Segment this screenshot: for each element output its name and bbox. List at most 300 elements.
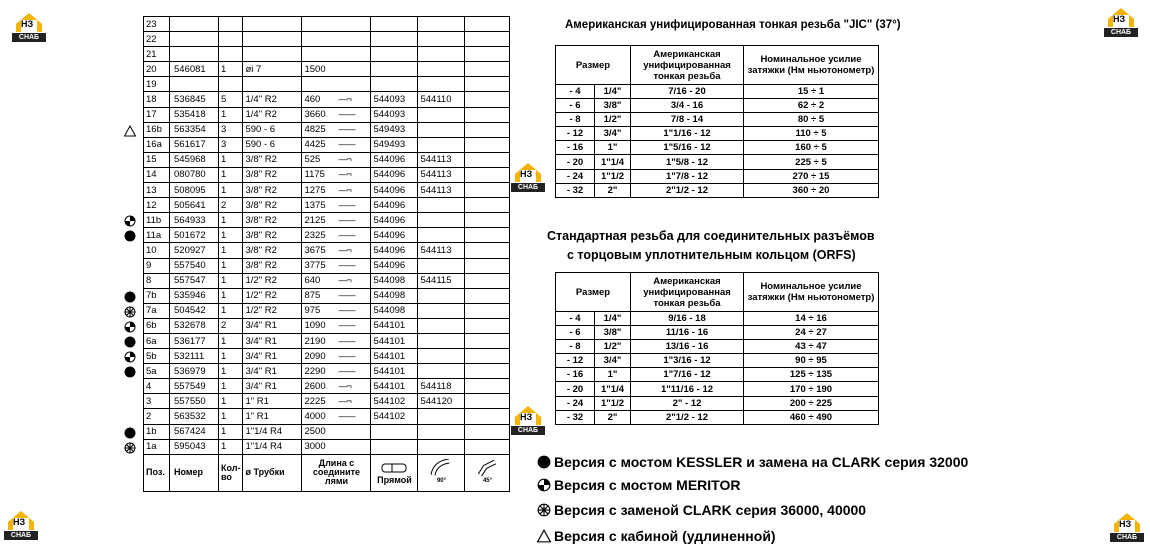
row-qty: 2: [219, 198, 243, 213]
row-45-fitting: [465, 137, 510, 152]
nominal-size: 3/4": [595, 127, 631, 141]
torque-value: 24 ÷ 27: [744, 326, 879, 340]
row-pos: 17: [144, 107, 170, 122]
row-tube: 1/4" R2: [243, 107, 302, 122]
row-angle-fitting: 544113: [418, 152, 465, 167]
header-pos: Поз.: [144, 454, 170, 491]
row-tube: 3/8" R2: [243, 258, 302, 273]
row-pos: 5b: [144, 349, 170, 364]
table-row: [556, 396, 879, 410]
row-straight-fitting: 544101: [371, 349, 418, 364]
row-angle-fitting: [418, 137, 465, 152]
row-straight-fitting: 544098: [371, 273, 418, 288]
table-row: [144, 379, 510, 394]
table-row: [556, 141, 879, 155]
end-type-symbol: ——: [338, 229, 355, 240]
row-45-fitting: [465, 394, 510, 409]
table-row: [556, 127, 879, 141]
torque-value: 110 ÷ 5: [744, 127, 879, 141]
row-straight-fitting: 544102: [371, 394, 418, 409]
row-tube: 3/4" R1: [243, 349, 302, 364]
row-number: [170, 17, 219, 32]
version-marker-solid: [124, 229, 136, 241]
legend-marker-triangle-icon: [537, 529, 551, 543]
parts-table-header: [144, 454, 510, 491]
row-length: 1275 —¬: [302, 183, 371, 198]
row-straight-fitting: [371, 47, 418, 62]
row-length: [302, 77, 371, 92]
row-angle-fitting: [418, 62, 465, 77]
row-tube: 1/2" R2: [243, 288, 302, 303]
row-straight-fitting: 544098: [371, 303, 418, 318]
thread-spec: 1"11/16 - 12: [631, 382, 744, 396]
table-row: [144, 62, 510, 77]
dash-size: - 4: [556, 85, 595, 99]
row-length: 4825 ——: [302, 122, 371, 137]
table-row: [144, 273, 510, 288]
nominal-size: 1/2": [595, 113, 631, 127]
row-length: 2090 ——: [302, 349, 371, 364]
legend-marker-half-icon: [537, 478, 551, 492]
row-qty: 1: [219, 424, 243, 439]
torque-value: 270 ÷ 15: [744, 169, 879, 183]
row-number: [170, 47, 219, 62]
header-number: Номер: [170, 454, 219, 491]
legend-item: [537, 477, 740, 493]
orfs-header-thread: Американская унифицированная тонкая резьба: [631, 273, 744, 312]
row-tube: 3/4" R1: [243, 318, 302, 333]
torque-value: 90 ÷ 95: [744, 354, 879, 368]
dash-size: - 8: [556, 340, 595, 354]
row-length: 2225 —¬: [302, 394, 371, 409]
row-pos: 21: [144, 47, 170, 62]
end-type-symbol: —¬: [338, 184, 351, 195]
row-angle-fitting: [418, 424, 465, 439]
row-angle-fitting: 544113: [418, 167, 465, 182]
row-qty: [219, 17, 243, 32]
table-row: [144, 228, 510, 243]
dash-size: - 32: [556, 183, 595, 197]
row-angle-fitting: [418, 213, 465, 228]
row-tube: [243, 32, 302, 47]
row-length: 2500: [302, 424, 371, 439]
row-number: 557547: [170, 273, 219, 288]
end-type-symbol: —¬: [338, 380, 351, 391]
row-angle-fitting: [418, 122, 465, 137]
row-straight-fitting: 549493: [371, 137, 418, 152]
row-straight-fitting: 544096: [371, 213, 418, 228]
row-length: 3660 ——: [302, 107, 371, 122]
version-marker-half: [124, 350, 136, 362]
row-45-fitting: [465, 424, 510, 439]
row-length: 975 ——: [302, 303, 371, 318]
row-pos: 11a: [144, 228, 170, 243]
row-qty: 1: [219, 303, 243, 318]
dash-size: - 12: [556, 127, 595, 141]
row-qty: 1: [219, 167, 243, 182]
jic-header-size: Размер: [556, 46, 631, 85]
dash-size: - 20: [556, 382, 595, 396]
row-45-fitting: [465, 47, 510, 62]
thread-spec: 11/16 - 16: [631, 326, 744, 340]
nz-snab-logo: НЗ СНАБ: [1104, 7, 1138, 37]
row-45-fitting: [465, 122, 510, 137]
row-length: 2290 ——: [302, 364, 371, 379]
nominal-size: 1": [595, 368, 631, 382]
row-qty: 2: [219, 318, 243, 333]
torque-value: 225 ÷ 5: [744, 155, 879, 169]
nominal-size: 1/4": [595, 85, 631, 99]
row-tube: 590 - 6: [243, 122, 302, 137]
row-tube: [243, 47, 302, 62]
table-row: [144, 92, 510, 107]
thread-spec: 7/16 - 20: [631, 85, 744, 99]
row-qty: 1: [219, 183, 243, 198]
table-row: [556, 410, 879, 424]
dash-size: - 6: [556, 326, 595, 340]
row-pos: 16b: [144, 122, 170, 137]
table-row: [144, 47, 510, 62]
table-row: [144, 107, 510, 122]
row-tube: 3/8" R2: [243, 152, 302, 167]
row-tube: 1"1/4 R4: [243, 439, 302, 454]
row-pos: 11b: [144, 213, 170, 228]
table-row: [144, 439, 510, 454]
row-straight-fitting: 544096: [371, 243, 418, 258]
jic-title: Американская унифицированная тонкая резьба "JIC" (37°): [565, 19, 901, 31]
end-type-symbol: ——: [338, 305, 355, 316]
nominal-size: 1"1/4: [595, 155, 631, 169]
row-tube: 1"1/4 R4: [243, 424, 302, 439]
header-tube: ø Трубки: [243, 454, 302, 491]
row-angle-fitting: [418, 349, 465, 364]
row-45-fitting: [465, 333, 510, 348]
row-qty: 1: [219, 379, 243, 394]
row-length: 3000: [302, 439, 371, 454]
row-length: 1500: [302, 62, 371, 77]
table-row: [556, 113, 879, 127]
row-angle-fitting: 544118: [418, 379, 465, 394]
nominal-size: 3/4": [595, 354, 631, 368]
row-number: 557550: [170, 394, 219, 409]
row-number: 536845: [170, 92, 219, 107]
row-qty: 1: [219, 213, 243, 228]
table-row: [144, 394, 510, 409]
table-row: [144, 409, 510, 424]
table-row: [556, 155, 879, 169]
dash-size: - 12: [556, 354, 595, 368]
row-pos: 1a: [144, 439, 170, 454]
row-pos: 10: [144, 243, 170, 258]
version-marker-solid: [124, 290, 136, 302]
row-45-fitting: [465, 273, 510, 288]
row-angle-fitting: [418, 409, 465, 424]
end-type-symbol: ——: [338, 139, 355, 150]
row-number: 080780: [170, 167, 219, 182]
nominal-size: 1": [595, 141, 631, 155]
row-angle-fitting: [418, 198, 465, 213]
row-45-fitting: [465, 318, 510, 333]
end-type-symbol: ——: [338, 320, 355, 331]
row-qty: 3: [219, 122, 243, 137]
end-type-symbol: —¬: [338, 275, 351, 286]
end-type-symbol: ——: [338, 290, 355, 301]
end-type-symbol: —¬: [338, 395, 351, 406]
version-marker-half: [124, 214, 136, 226]
table-row: [556, 368, 879, 382]
row-45-fitting: [465, 303, 510, 318]
row-straight-fitting: 544096: [371, 198, 418, 213]
row-straight-fitting: [371, 62, 418, 77]
row-straight-fitting: [371, 424, 418, 439]
row-straight-fitting: 544101: [371, 364, 418, 379]
dash-size: - 4: [556, 312, 595, 326]
nominal-size: 3/8": [595, 326, 631, 340]
orfs-title-line1: Стандартная резьба для соединительных разъёмов: [547, 229, 875, 243]
nominal-size: 3/8": [595, 99, 631, 113]
legend-marker-solid-icon: [537, 455, 551, 469]
orfs-title-line2: с торцовым уплотнительным кольцом (ORFS): [567, 248, 856, 262]
nominal-size: 1/4": [595, 312, 631, 326]
torque-value: 160 ÷ 5: [744, 141, 879, 155]
row-length: 4425 ——: [302, 137, 371, 152]
table-row: [144, 17, 510, 32]
row-number: 561617: [170, 137, 219, 152]
row-straight-fitting: 544101: [371, 318, 418, 333]
row-length: [302, 32, 371, 47]
row-length: 2190 ——: [302, 333, 371, 348]
row-tube: 1/4" R2: [243, 92, 302, 107]
table-row: [144, 213, 510, 228]
row-qty: 1: [219, 62, 243, 77]
row-45-fitting: [465, 213, 510, 228]
table-row: [556, 312, 879, 326]
version-marker-solid: [124, 335, 136, 347]
row-tube: øi 7: [243, 62, 302, 77]
row-length: 525 —¬: [302, 152, 371, 167]
torque-value: 62 ÷ 2: [744, 99, 879, 113]
nominal-size: 2": [595, 410, 631, 424]
dash-size: - 24: [556, 169, 595, 183]
row-pos: 7a: [144, 303, 170, 318]
row-qty: 1: [219, 107, 243, 122]
table-row: [556, 99, 879, 113]
row-pos: 5a: [144, 364, 170, 379]
thread-spec: 9/16 - 18: [631, 312, 744, 326]
nz-snab-logo: НЗ СНАБ: [4, 510, 38, 540]
row-45-fitting: [465, 288, 510, 303]
table-row: [556, 169, 879, 183]
version-marker-solid: [124, 365, 136, 377]
version-marker-half: [124, 320, 136, 332]
row-angle-fitting: 544120: [418, 394, 465, 409]
end-type-symbol: ——: [338, 260, 355, 271]
row-length: [302, 47, 371, 62]
nz-snab-logo: НЗ СНАБ: [511, 162, 545, 192]
row-number: 595043: [170, 439, 219, 454]
hose-parts-table: [143, 16, 510, 492]
row-pos: 12: [144, 198, 170, 213]
dash-size: - 20: [556, 155, 595, 169]
legend-item: [537, 528, 776, 544]
row-angle-fitting: 544115: [418, 273, 465, 288]
row-pos: 14: [144, 167, 170, 182]
row-number: 532111: [170, 349, 219, 364]
row-angle-fitting: [418, 303, 465, 318]
row-straight-fitting: 544101: [371, 333, 418, 348]
row-pos: 7b: [144, 288, 170, 303]
row-45-fitting: [465, 349, 510, 364]
row-straight-fitting: [371, 439, 418, 454]
row-straight-fitting: 544098: [371, 288, 418, 303]
table-row: [144, 137, 510, 152]
table-row: [144, 77, 510, 92]
row-45-fitting: [465, 258, 510, 273]
legend-text: Версия с мостом KESSLER и замена на CLARK серия 32000: [554, 454, 969, 470]
torque-value: 15 ÷ 1: [744, 85, 879, 99]
nz-snab-logo: НЗ СНАБ: [1110, 512, 1144, 542]
end-type-symbol: ——: [338, 365, 355, 376]
nz-snab-logo: НЗ СНАБ: [511, 405, 545, 435]
row-tube: 1/2" R2: [243, 303, 302, 318]
end-type-symbol: ——: [338, 124, 355, 135]
row-number: 504542: [170, 303, 219, 318]
row-pos: 8: [144, 273, 170, 288]
torque-value: 14 ÷ 16: [744, 312, 879, 326]
row-qty: [219, 32, 243, 47]
row-pos: 3: [144, 394, 170, 409]
row-qty: 1: [219, 394, 243, 409]
row-pos: 22: [144, 32, 170, 47]
nz-snab-logo: НЗ СНАБ: [12, 12, 46, 42]
legend-marker-star-icon: [537, 503, 551, 517]
row-straight-fitting: [371, 17, 418, 32]
header-qty: Кол-во: [219, 454, 243, 491]
table-row: [144, 318, 510, 333]
dash-size: - 24: [556, 396, 595, 410]
version-marker-solid: [124, 426, 136, 438]
row-45-fitting: [465, 32, 510, 47]
end-type-symbol: —¬: [338, 244, 351, 255]
table-row: [556, 354, 879, 368]
end-type-symbol: —¬: [338, 154, 351, 165]
row-qty: 1: [219, 364, 243, 379]
row-tube: 3/8" R2: [243, 243, 302, 258]
row-straight-fitting: [371, 77, 418, 92]
torque-value: 125 ÷ 135: [744, 368, 879, 382]
row-length: 2600 —¬: [302, 379, 371, 394]
row-straight-fitting: 544102: [371, 409, 418, 424]
thread-spec: 1"5/16 - 12: [631, 141, 744, 155]
thread-spec: 1"7/8 - 12: [631, 169, 744, 183]
row-angle-fitting: 544113: [418, 183, 465, 198]
straight-fitting-icon: [380, 460, 408, 476]
table-row: [144, 243, 510, 258]
row-45-fitting: [465, 379, 510, 394]
row-qty: 1: [219, 439, 243, 454]
row-pos: 1b: [144, 424, 170, 439]
dash-size: - 8: [556, 113, 595, 127]
row-length: 2325 ——: [302, 228, 371, 243]
row-qty: 1: [219, 273, 243, 288]
legend-item: [537, 454, 968, 470]
row-angle-fitting: 544110: [418, 92, 465, 107]
row-number: 536177: [170, 333, 219, 348]
row-tube: 3/8" R2: [243, 213, 302, 228]
end-type-symbol: ——: [338, 199, 355, 210]
header-90: 90°: [418, 454, 465, 491]
end-type-symbol: ——: [338, 335, 355, 346]
torque-value: 360 ÷ 20: [744, 183, 879, 197]
row-angle-fitting: [418, 32, 465, 47]
legend-text: Версия с кабиной (удлиненной): [554, 528, 776, 544]
torque-value: 80 ÷ 5: [744, 113, 879, 127]
version-marker-triangle: [124, 124, 136, 136]
end-type-symbol: ——: [338, 109, 355, 120]
row-tube: [243, 77, 302, 92]
end-type-symbol: —¬: [338, 94, 351, 105]
elbow-45-icon: [475, 459, 499, 477]
row-pos: 15: [144, 152, 170, 167]
row-45-fitting: [465, 152, 510, 167]
jic-header-thread: Американская унифицированная тонкая резьба: [631, 46, 744, 85]
table-row: [144, 198, 510, 213]
elbow-90-icon: [429, 459, 453, 477]
row-straight-fitting: 544096: [371, 167, 418, 182]
row-number: 546081: [170, 62, 219, 77]
thread-spec: 13/16 - 16: [631, 340, 744, 354]
row-angle-fitting: [418, 17, 465, 32]
row-number: 535418: [170, 107, 219, 122]
row-number: 545968: [170, 152, 219, 167]
row-tube: 3/4" R1: [243, 379, 302, 394]
table-row: [144, 152, 510, 167]
thread-spec: 1"7/16 - 12: [631, 368, 744, 382]
row-45-fitting: [465, 183, 510, 198]
row-tube: 3/8" R2: [243, 167, 302, 182]
version-marker-star: [124, 441, 136, 453]
row-pos: 18: [144, 92, 170, 107]
row-length: 3675 —¬: [302, 243, 371, 258]
nominal-size: 1/2": [595, 340, 631, 354]
header-length: Длина с соедините лями: [302, 454, 371, 491]
row-qty: 1: [219, 333, 243, 348]
dash-size: - 16: [556, 141, 595, 155]
nominal-size: 2": [595, 183, 631, 197]
row-qty: 1: [219, 409, 243, 424]
row-45-fitting: [465, 77, 510, 92]
row-length: 875 ——: [302, 288, 371, 303]
legend-text: Версия с заменой CLARK серия 36000, 40000: [554, 502, 867, 518]
table-row: [144, 122, 510, 137]
row-45-fitting: [465, 228, 510, 243]
table-row: [144, 303, 510, 318]
torque-value: 170 ÷ 190: [744, 382, 879, 396]
table-row: [144, 424, 510, 439]
table-row: [556, 183, 879, 197]
nominal-size: 1"1/2: [595, 169, 631, 183]
row-qty: [219, 77, 243, 92]
row-45-fitting: [465, 439, 510, 454]
row-qty: 1: [219, 152, 243, 167]
row-tube: 3/8" R2: [243, 183, 302, 198]
row-pos: 16a: [144, 137, 170, 152]
version-marker-star: [124, 305, 136, 317]
row-tube: 590 - 6: [243, 137, 302, 152]
row-qty: 1: [219, 349, 243, 364]
row-qty: 1: [219, 243, 243, 258]
row-tube: 1/2" R2: [243, 273, 302, 288]
